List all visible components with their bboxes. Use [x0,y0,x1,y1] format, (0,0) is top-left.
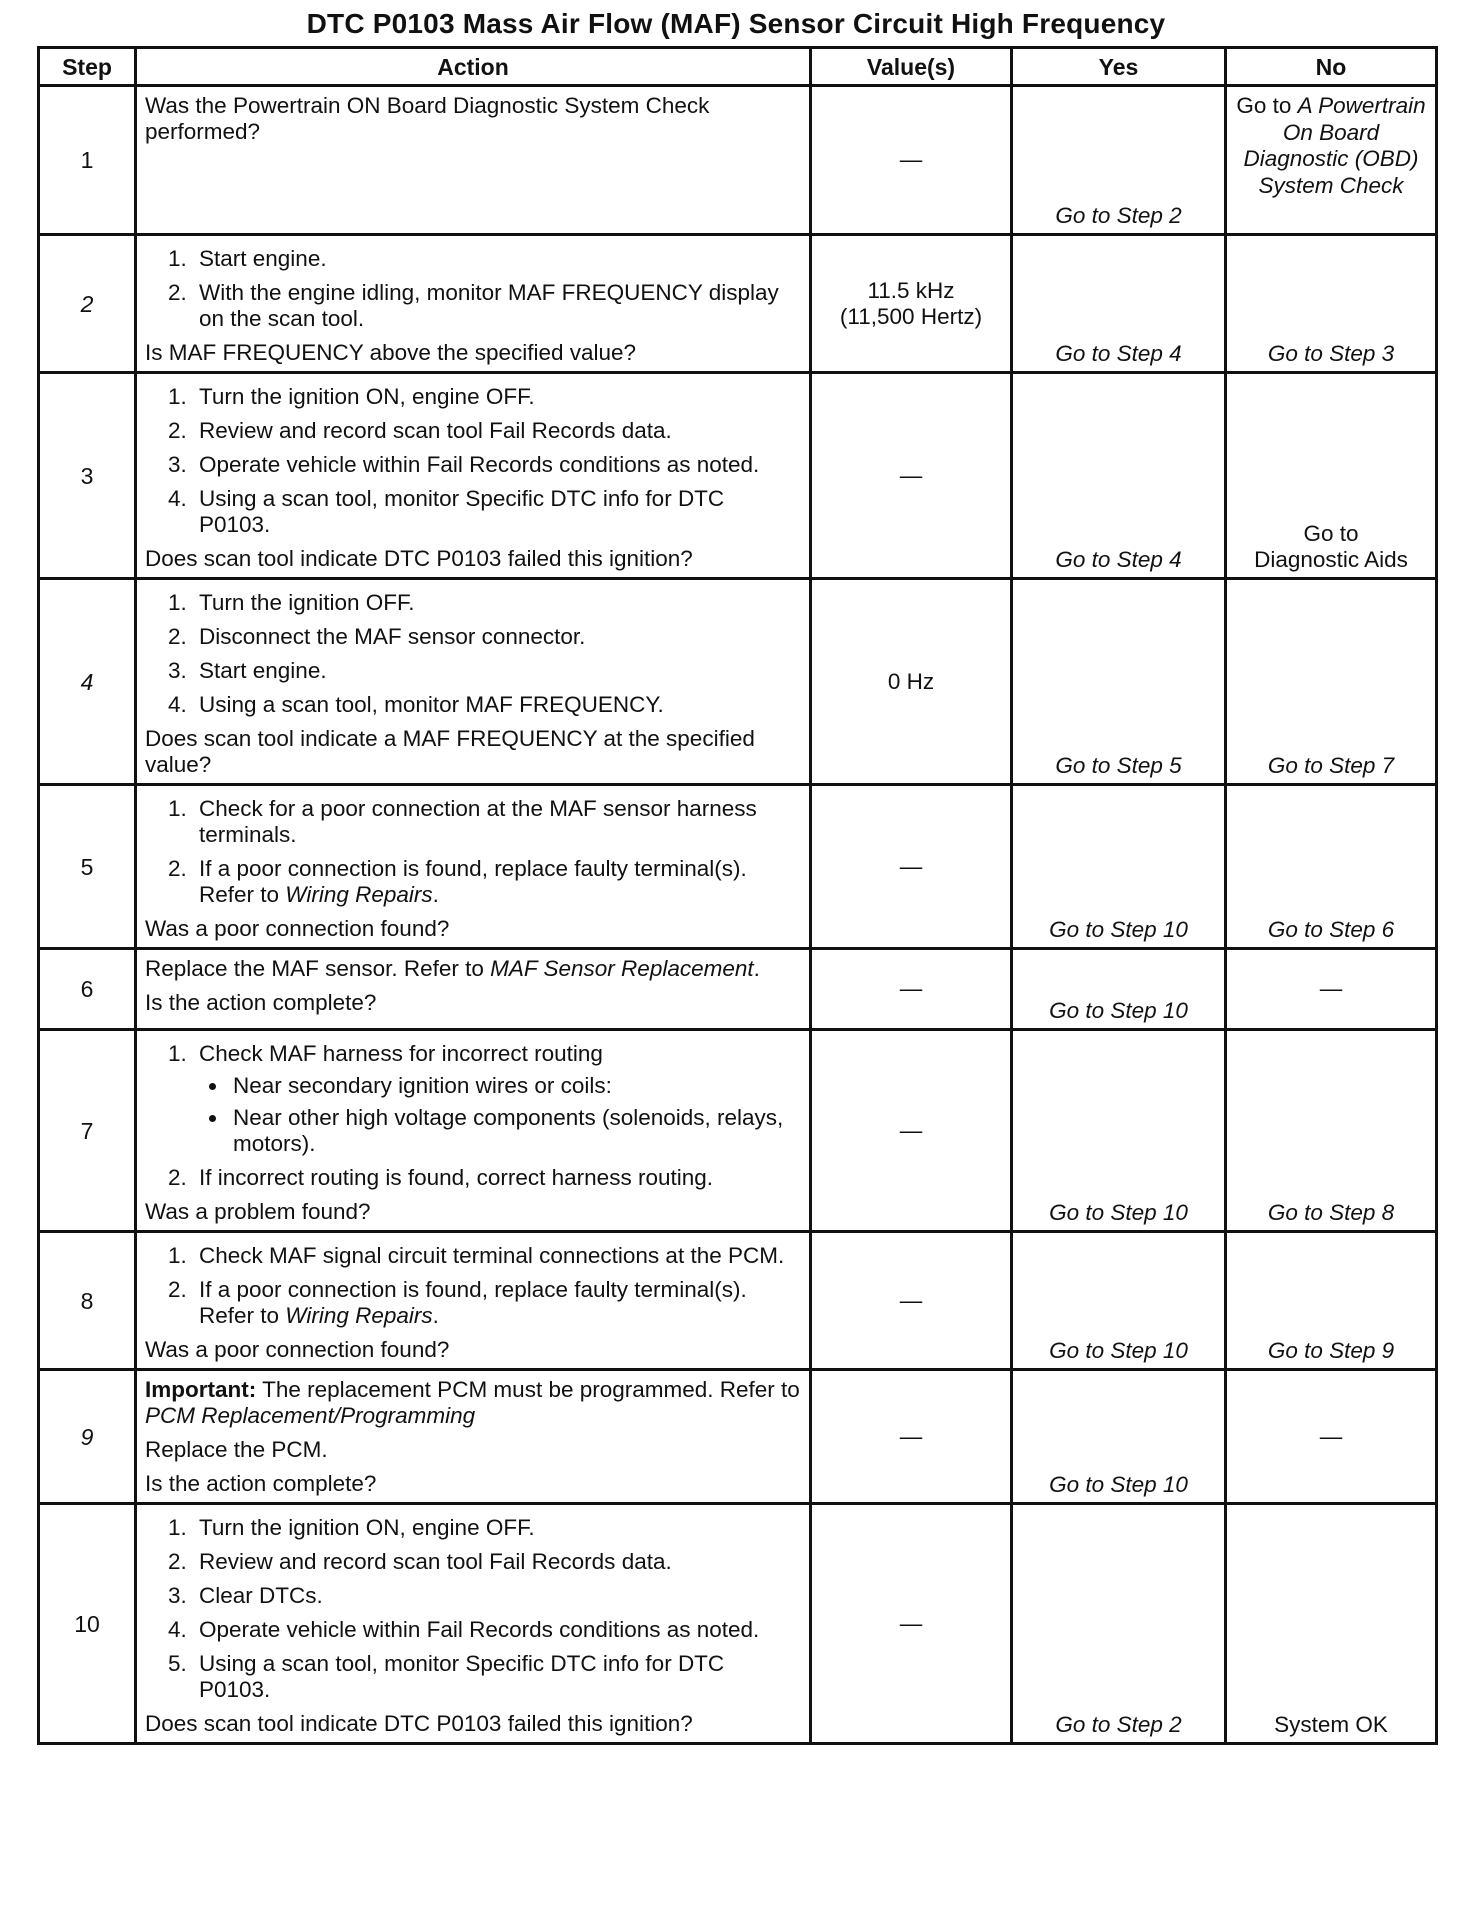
no-cell [1226,373,1437,579]
action-step-text: If a poor connection is found, replace faulty terminal(s). Refer to [199,856,747,907]
action-step: 3. Clear DTCs. [193,1583,801,1609]
action-step [193,1041,801,1157]
action-text-lead: Replace the MAF sensor. Refer to [145,956,491,981]
step-number: 2 [39,235,136,373]
step-number: 9 [39,1370,136,1504]
header-action: Action [136,48,811,86]
action-question: Does scan tool indicate DTC P0103 failed this ignition? [145,1711,693,1736]
action-bullets [199,1073,801,1157]
value-cell: — [811,1370,1012,1504]
action-steps [145,1041,801,1191]
action-cell [136,785,811,949]
value-line: (11,500 Hertz) [839,303,983,329]
table-row-step-7 [39,1030,1437,1232]
action-question: Is MAF FREQUENCY above the specified value? [145,340,637,365]
action-question: Does scan tool indicate a MAF FREQUENCY at the specified value? [145,726,755,777]
table-row-step-4 [39,579,1437,785]
action-cell [136,579,811,785]
table-row-step-1 [39,86,1437,235]
action-bullet: • Near secondary ignition wires or coils: [229,1073,801,1099]
yes-cell: Go to Step 10 [1012,1030,1226,1232]
maf-sensor-replacement-link[interactable]: MAF Sensor Replacement [490,956,754,981]
table-row-step-8 [39,1232,1437,1370]
value-cell [811,235,1012,373]
action-bullet: • Near other high voltage components (solenoids, relays, motors). [229,1105,801,1157]
action-step-text: Check MAF harness for incorrect routing [199,1041,603,1066]
important-label: Important: [145,1377,257,1402]
action-step: 2. With the engine idling, monitor MAF FREQUENCY display on the scan tool. [193,280,801,332]
value-cell: — [811,86,1012,235]
no-cell: Go to Step 6 [1226,785,1437,949]
header-values: Value(s) [811,48,1012,86]
step-number: 7 [39,1030,136,1232]
step-number: 10 [39,1504,136,1744]
important-text: The replacement PCM must be programmed. Refer to [256,1377,800,1402]
value-line: 11.5 kHz [867,277,955,303]
action-question: Is the action complete? [145,1471,377,1496]
table-row-step-6 [39,949,1437,1030]
value-cell: — [811,785,1012,949]
action-question: Does scan tool indicate DTC P0103 failed this ignition? [145,546,693,571]
table-row-step-3 [39,373,1437,579]
action-steps [145,1515,801,1703]
action-cell [136,86,811,235]
action-step: 1. Check MAF signal circuit terminal connections at the PCM. [193,1243,801,1269]
action-cell [136,1030,811,1232]
header-no: No [1226,48,1437,86]
action-text: Replace the MAF sensor. Refer to MAF Sensor Replacement. [145,956,760,981]
no-line: Go to [1303,521,1359,546]
value-cell: — [811,1232,1012,1370]
action-step: 2. Disconnect the MAF sensor connector. [193,624,801,650]
yes-cell: Go to Step 4 [1012,373,1226,579]
action-step: 4. Using a scan tool, monitor MAF FREQUENCY. [193,692,801,718]
table-header-row [39,48,1437,86]
action-cell [136,1232,811,1370]
action-step: 2. Review and record scan tool Fail Records data. [193,1549,801,1575]
no-cell: Go to Step 7 [1226,579,1437,785]
important-note [145,1377,801,1429]
action-question: Was a problem found? [145,1199,371,1224]
action-question: Was the Powertrain ON Board Diagnostic System Check performed? [145,93,710,144]
action-text: Replace the PCM. [145,1437,328,1462]
yes-cell: Go to Step 10 [1012,1232,1226,1370]
action-step: 1. Turn the ignition OFF. [193,590,801,616]
action-question: Was a poor connection found? [145,1337,450,1362]
action-step: 3. Operate vehicle within Fail Records conditions as noted. [193,452,801,478]
step-number: 4 [39,579,136,785]
no-line: Diagnostic Aids [1254,547,1408,572]
step-number: 5 [39,785,136,949]
action-question: Is the action complete? [145,990,377,1015]
action-steps [145,246,801,332]
action-cell [136,949,811,1030]
value-cell: 0 Hz [811,579,1012,785]
table-row-step-5 [39,785,1437,949]
table-row-step-9 [39,1370,1437,1504]
action-cell [136,1504,811,1744]
action-step: 1. Start engine. [193,246,801,272]
wiring-repairs-link[interactable]: Wiring Repairs [285,882,433,907]
value-cell: — [811,1030,1012,1232]
action-cell [136,235,811,373]
action-step: 2. If a poor connection is found, replace faulty terminal(s). Refer to Wiring Repairs. [193,856,801,908]
yes-cell: Go to Step 4 [1012,235,1226,373]
pcm-replacement-link[interactable]: PCM Replacement/Programming [145,1403,476,1428]
action-step: 4. Operate vehicle within Fail Records conditions as noted. [193,1617,801,1643]
action-step: 2. Review and record scan tool Fail Records data. [193,418,801,444]
action-steps [145,590,801,718]
no-link-obd-check[interactable]: A Powertrain On Board Diagnostic (OBD) System Check [1243,93,1426,198]
action-step: 2. If a poor connection is found, replace faulty terminal(s). Refer to Wiring Repairs. [193,1277,801,1329]
yes-cell: Go to Step 10 [1012,949,1226,1030]
yes-cell: Go to Step 2 [1012,1504,1226,1744]
no-cell: — [1226,949,1437,1030]
action-step: 1. Turn the ignition ON, engine OFF. [193,1515,801,1541]
action-steps [145,1243,801,1329]
step-number: 3 [39,373,136,579]
page-title: DTC P0103 Mass Air Flow (MAF) Sensor Circuit High Frequency [306,8,1166,39]
table-row-step-2 [39,235,1437,373]
header-yes: Yes [1012,48,1226,86]
header-step: Step [39,48,136,86]
no-cell: Go to Step 3 [1226,235,1437,373]
action-cell [136,1370,811,1504]
action-step: 1. Turn the ignition ON, engine OFF. [193,384,801,410]
yes-cell: Go to Step 5 [1012,579,1226,785]
value-cell: — [811,949,1012,1030]
action-step: 5. Using a scan tool, monitor Specific DTC info for DTC P0103. [193,1651,801,1703]
action-cell [136,373,811,579]
value-cell: — [811,1504,1012,1744]
no-cell [1226,86,1437,235]
action-step: 2. If incorrect routing is found, correct harness routing. [193,1165,801,1191]
wiring-repairs-link[interactable]: Wiring Repairs [285,1303,433,1328]
yes-cell: Go to Step 10 [1012,1370,1226,1504]
action-step: 3. Start engine. [193,658,801,684]
step-number: 8 [39,1232,136,1370]
no-prefix: Go to [1236,93,1298,118]
no-cell: Go to Step 8 [1226,1030,1437,1232]
no-cell: Go to Step 9 [1226,1232,1437,1370]
table-row-step-10 [39,1504,1437,1744]
dtc-table [37,46,1438,1745]
value-cell: — [811,373,1012,579]
action-step: 1. Check for a poor connection at the MAF sensor harness terminals. [193,796,801,848]
action-step-text: If a poor connection is found, replace faulty terminal(s). Refer to [199,1277,747,1328]
no-cell: System OK [1226,1504,1437,1744]
yes-cell: Go to Step 2 [1012,86,1226,235]
action-step: 4. Using a scan tool, monitor Specific DTC info for DTC P0103. [193,486,801,538]
action-question: Was a poor connection found? [145,916,450,941]
yes-cell: Go to Step 10 [1012,785,1226,949]
step-number: 1 [39,86,136,235]
action-steps [145,384,801,538]
no-cell: — [1226,1370,1437,1504]
action-steps [145,796,801,908]
step-number: 6 [39,949,136,1030]
